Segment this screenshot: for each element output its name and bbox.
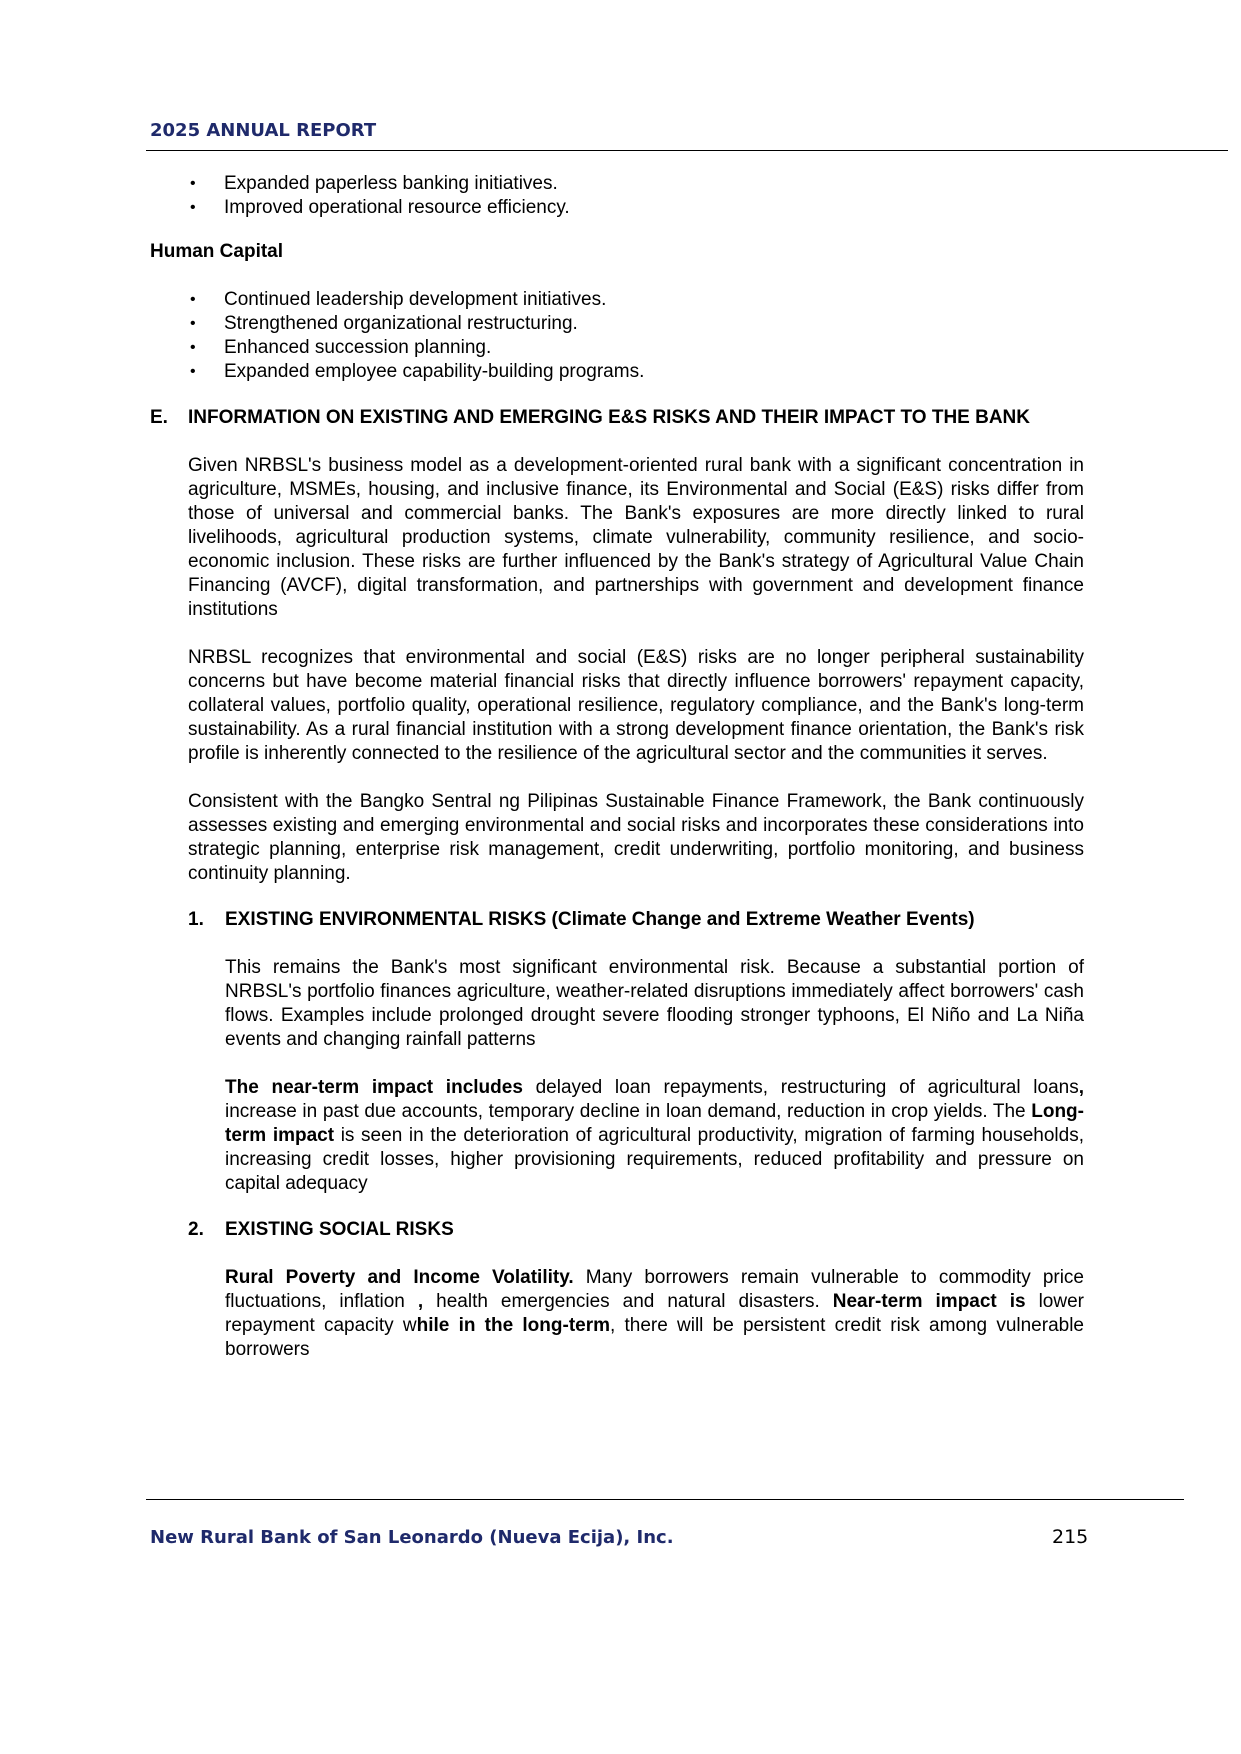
text: delayed loan repayments, restructuring of agricultural loans: [522, 1077, 1079, 1098]
bold-text: ,: [417, 1291, 424, 1312]
paragraph: [225, 1076, 1084, 1196]
human-capital-heading: Human Capital: [150, 241, 284, 262]
list-item: • Expanded employee capability-building programs.: [150, 360, 1084, 384]
text: , there will be persistent credit risk among vulnerable borrowers: [225, 1315, 1084, 1360]
list-item: • Strengthened organizational restructuring.: [150, 312, 1084, 336]
list-item: • Expanded paperless banking initiatives.: [150, 172, 1084, 196]
subsection-2-body: [225, 1266, 1084, 1362]
page-content: [150, 172, 1084, 1362]
text: increase in past due accounts, temporary decline in loan demand, reduction in crop yields. The: [225, 1101, 1032, 1122]
bold-text: hile in the long-term: [416, 1315, 610, 1336]
intro-bullet-list: [150, 172, 1084, 220]
subsection-1-body: [225, 956, 1084, 1196]
subsection-marker: 2.: [188, 1219, 204, 1240]
list-item: • Continued leadership development initiatives.: [150, 288, 1084, 312]
section-e-body: [188, 454, 1084, 886]
paragraph: [225, 1266, 1084, 1362]
bold-text: Rural Poverty and Income Volatility.: [225, 1267, 574, 1288]
human-capital-bullet-list: [150, 288, 1084, 384]
paragraph: This remains the Bank's most significant environmental risk. Because a substantial portion of NRBSL's portfolio finances agriculture, weather-related disruptions immediately affect borrowers' cash flows. Examples include prolonged drought severe flooding stronger typhoons, El Niño and La Niña events and changing rainfall patterns: [225, 957, 1084, 1050]
report-title: 2025 ANNUAL REPORT: [150, 120, 377, 141]
bold-text: ,: [1078, 1077, 1084, 1098]
footer-rule: [146, 1499, 1184, 1500]
text: lower repayment capacity w: [225, 1291, 1084, 1336]
bold-text: Near-term impact is: [832, 1291, 1026, 1312]
section-marker: E.: [150, 407, 168, 428]
text: Many borrowers remain vulnerable to commodity price fluctuations, inflation: [225, 1267, 1084, 1312]
text: is seen in the deterioration of agricultural productivity, migration of farming households, increasing credit losses, higher provisioning requirements, reduced profitability and pressure on capital adequacy: [225, 1125, 1084, 1194]
subsection-title: EXISTING ENVIRONMENTAL RISKS (Climate Change and Extreme Weather Events): [225, 909, 975, 930]
subsection-1-heading: [188, 908, 1084, 932]
list-item: • Improved operational resource efficiency.: [150, 196, 1084, 220]
subsection-title: EXISTING SOCIAL RISKS: [225, 1219, 454, 1240]
bold-text: The near-term impact includes: [225, 1077, 523, 1098]
page-number: 215: [1052, 1526, 1089, 1548]
paragraph: Given NRBSL's business model as a development-oriented rural bank with a significant concentration in agriculture, MSMEs, housing, and inclusive finance, its Environmental and Social (E&S) risks differ from those of universal and commercial banks. The Bank's exposures are more directly linked to rural livelihoods, agricultural production systems, climate vulnerability, community resilience, and socio-economic inclusion. These risks are further influenced by the Bank's strategy of Agricultural Value Chain Financing (AVCF), digital transformation, and partnerships with government and development finance institutions: [188, 455, 1084, 620]
footer-bank-name: New Rural Bank of San Leonardo (Nueva Ecija), Inc.: [150, 1527, 674, 1548]
list-item: • Enhanced succession planning.: [150, 336, 1084, 360]
text: health emergencies and natural disasters.: [423, 1291, 833, 1312]
section-e-heading: [150, 406, 1084, 430]
section-title: INFORMATION ON EXISTING AND EMERGING E&S RISKS AND THEIR IMPACT TO THE BANK: [188, 407, 1031, 428]
header-rule: [146, 150, 1228, 151]
paragraph: Consistent with the Bangko Sentral ng Pilipinas Sustainable Finance Framework, the Bank continuously assesses existing and emerging environmental and social risks and incorporates these considerations into strategic planning, enterprise risk management, credit underwriting, portfolio monitoring, and business continuity planning.: [188, 791, 1084, 884]
subsection-marker: 1.: [188, 909, 204, 930]
paragraph: NRBSL recognizes that environmental and social (E&S) risks are no longer peripheral sustainability concerns but have become material financial risks that directly influence borrowers' repayment capacity, collateral values, portfolio quality, operational resilience, regulatory compliance, and the Bank's long-term sustainability. As a rural financial institution with a strong development finance orientation, the Bank's risk profile is inherently connected to the resilience of the agricultural sector and the communities it serves.: [188, 647, 1084, 764]
subsection-2-heading: [188, 1218, 1084, 1242]
bold-text: Long-term impact: [225, 1101, 1084, 1146]
